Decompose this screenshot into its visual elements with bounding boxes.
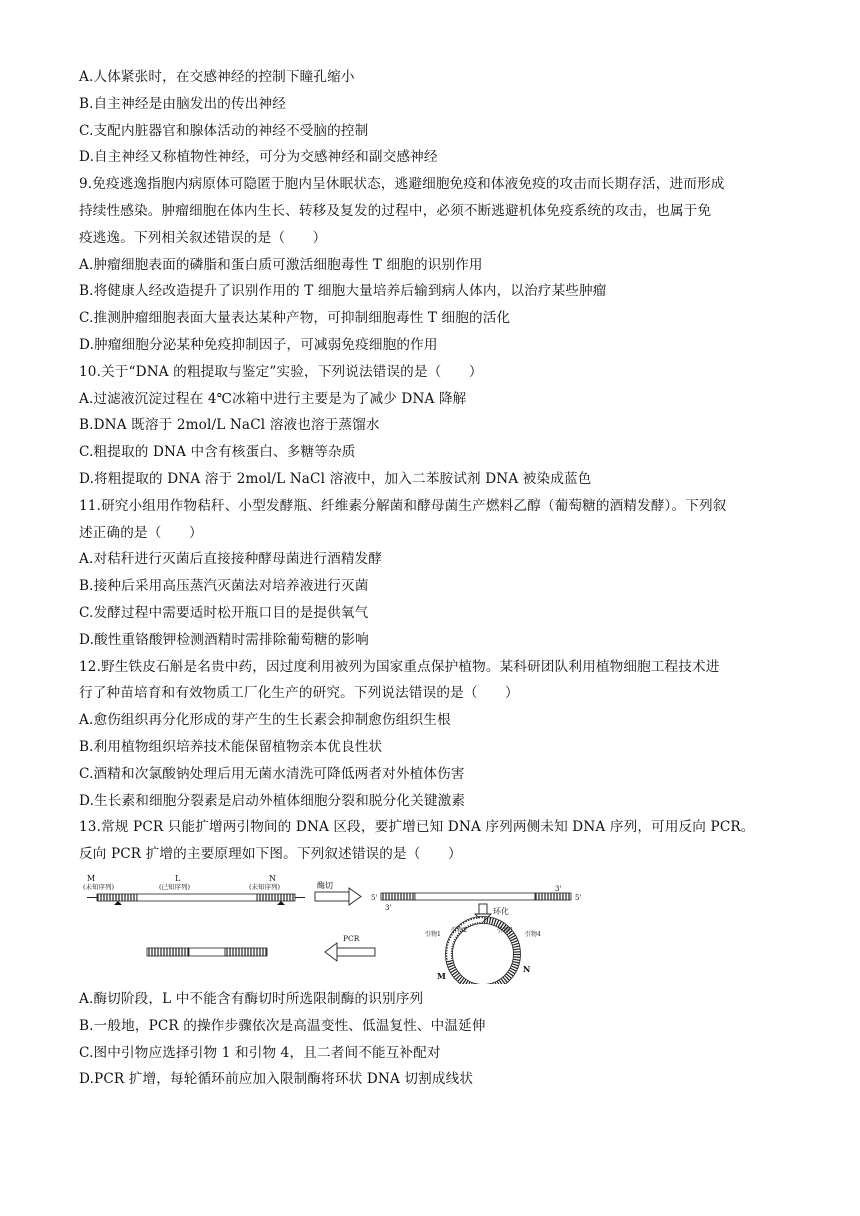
exam-page — [79, 64, 799, 1093]
cut-arrow — [315, 880, 361, 905]
label-l: L — [175, 873, 181, 883]
q9-stem-line-3: 疫逃逸。下列相关叙述错误的是（ ） — [79, 229, 327, 246]
q9-stem-line-2: 持续性感染。肿瘤细胞在体内生长、转移及复发的过程中，必须不断逃避机体免疫系统的攻击，也属于免 — [79, 202, 712, 219]
q9-stem-line-1: 9.免疫逃逸指胞内病原体可隐匿于胞内呈休眠状态，逃避细胞免疫和体液免疫的攻击而长期存活，进而形成 — [79, 176, 725, 193]
step-circularize-label: 环化 — [493, 906, 509, 916]
q13-stem-line-1: 13.常规 PCR 只能扩增两引物间的 DNA 区段，要扩增已知 DNA 序列两侧未知 DNA 序列，可用反向 PCR。 — [79, 819, 755, 836]
end-3-left: 3' — [385, 903, 392, 912]
q9-option-a: A.肿瘤细胞表面的磷脂和蛋白质可激活细胞毒性 T 细胞的识别作用 — [79, 256, 483, 273]
inverse-pcr-svg — [79, 872, 639, 984]
q11-stem-line-1: 11.研究小组用作物秸秆、小型发酵瓶、纤维素分解菌和酵母菌生产燃料乙醇（葡萄糖的酒精发酵）。下列叙 — [79, 497, 727, 514]
label-unknown-right: (未知序列) — [249, 882, 281, 891]
q10-option-a: A.过滤液沉淀过程在 4℃冰箱中进行主要是为了减少 DNA 降解 — [79, 390, 467, 407]
label-known: (已知序列) — [159, 882, 191, 891]
label-m: M — [87, 873, 96, 883]
q12-option-d: D.生长素和细胞分裂素是启动外植体细胞分裂和脱分化关键激素 — [79, 792, 466, 809]
inverse-pcr-diagram — [79, 872, 799, 984]
q11-option-d: D.酸性重铬酸钾检测酒精时需排除葡萄糖的影响 — [79, 631, 369, 648]
pcr-product — [147, 948, 267, 956]
q10-option-c: C.粗提取的 DNA 中含有核蛋白、多糖等杂质 — [79, 444, 356, 461]
q13-option-d: D.PCR 扩增，每轮循环前应加入限制酶将环状 DNA 切割成线状 — [79, 1071, 474, 1088]
q13-option-c: C.图中引物应选择引物 1 和引物 4，且二者间不能互补配对 — [79, 1044, 441, 1061]
q13-option-a: A.酶切阶段，L 中不能含有酶切时所选限制酶的识别序列 — [79, 990, 424, 1007]
q9-option-b: B.将健康人经改造提升了识别作用的 T 细胞大量培养后输到病人体内，以治疗某些肿瘤 — [79, 283, 607, 300]
ring-n-label: N — [523, 963, 531, 974]
primer-4-label: 引物4 — [525, 930, 541, 938]
q11-option-a: A.对秸秆进行灭菌后直接接种酵母菌进行酒精发酵 — [79, 551, 383, 568]
step-pcr-label: PCR — [343, 933, 360, 943]
q8-option-b: B.自主神经是由脑发出的传出神经 — [79, 95, 287, 112]
q12-option-a: A.愈伤组织再分化形成的芽产生的生长素会抑制愈伤组织生根 — [79, 712, 451, 729]
end-3-right: 3' — [555, 884, 562, 893]
linear-dna — [87, 894, 305, 905]
end-5-left: 5' — [371, 893, 378, 902]
ring-m-label: M — [437, 970, 446, 981]
cut-fragment — [381, 893, 571, 900]
q13-stem-line-2: 反向 PCR 扩增的主要原理如下图。下列叙述错误的是（ ） — [79, 846, 462, 863]
label-n: N — [269, 873, 276, 883]
q12-stem-line-1: 12.野生铁皮石斛是名贵中药，因过度利用被列为国家重点保护植物。某科研团队利用植物细胞工程技术进 — [79, 658, 720, 675]
label-unknown-left: (未知序列) — [83, 882, 115, 891]
end-5-right: 5' — [575, 893, 582, 902]
q13-option-b: B.一般地，PCR 的操作步骤依次是高温变性、低温复性、中温延伸 — [79, 1017, 486, 1034]
q11-option-b: B.接种后采用高压蒸汽灭菌法对培养液进行灭菌 — [79, 578, 369, 595]
q10-stem: 10.关于“DNA 的粗提取与鉴定”实验，下列说法错误的是（ ） — [79, 363, 483, 380]
q8-option-a: A.人体紧张时，在交感神经的控制下瞳孔缩小 — [79, 69, 355, 85]
q8-option-d: D.自主神经又称植物性神经，可分为交感神经和副交感神经 — [79, 149, 438, 166]
primer-3-label: 引物3 — [497, 926, 513, 934]
q9-option-d: D.肿瘤细胞分泌某种免疫抑制因子，可减弱免疫细胞的作用 — [79, 336, 438, 353]
primer-1-label: 引物1 — [425, 930, 441, 938]
q12-option-b: B.利用植物组织培养技术能保留植物亲本优良性状 — [79, 738, 383, 755]
q10-option-d: D.将粗提取的 DNA 溶于 2mol/L NaCl 溶液中，加入二苯胺试剂 DNA 被染成蓝色 — [79, 470, 592, 487]
step-cut-label: 酶切 — [317, 880, 333, 890]
q11-option-c: C.发酵过程中需要适时松开瓶口目的是提供氧气 — [79, 604, 369, 621]
q11-stem-line-2: 述正确的是（ ） — [79, 524, 203, 541]
q9-option-c: C.推测肿瘤细胞表面大量表达某种产物，可抑制细胞毒性 T 细胞的活化 — [79, 310, 511, 327]
q10-option-b: B.DNA 既溶于 2mol/L NaCl 溶液也溶于蒸馏水 — [79, 417, 380, 434]
q12-option-c: C.酒精和次氯酸钠处理后用无菌水清洗可降低两者对外植体伤害 — [79, 765, 465, 782]
pcr-arrow — [325, 934, 375, 961]
q12-stem-line-2: 行了种苗培育和有效物质工厂化生产的研究。下列说法错误的是（ ） — [79, 685, 519, 702]
q8-option-c: C.支配内脏器官和腺体活动的神经不受脑的控制 — [79, 122, 369, 139]
primer-2-label: 引物2 — [451, 926, 467, 934]
